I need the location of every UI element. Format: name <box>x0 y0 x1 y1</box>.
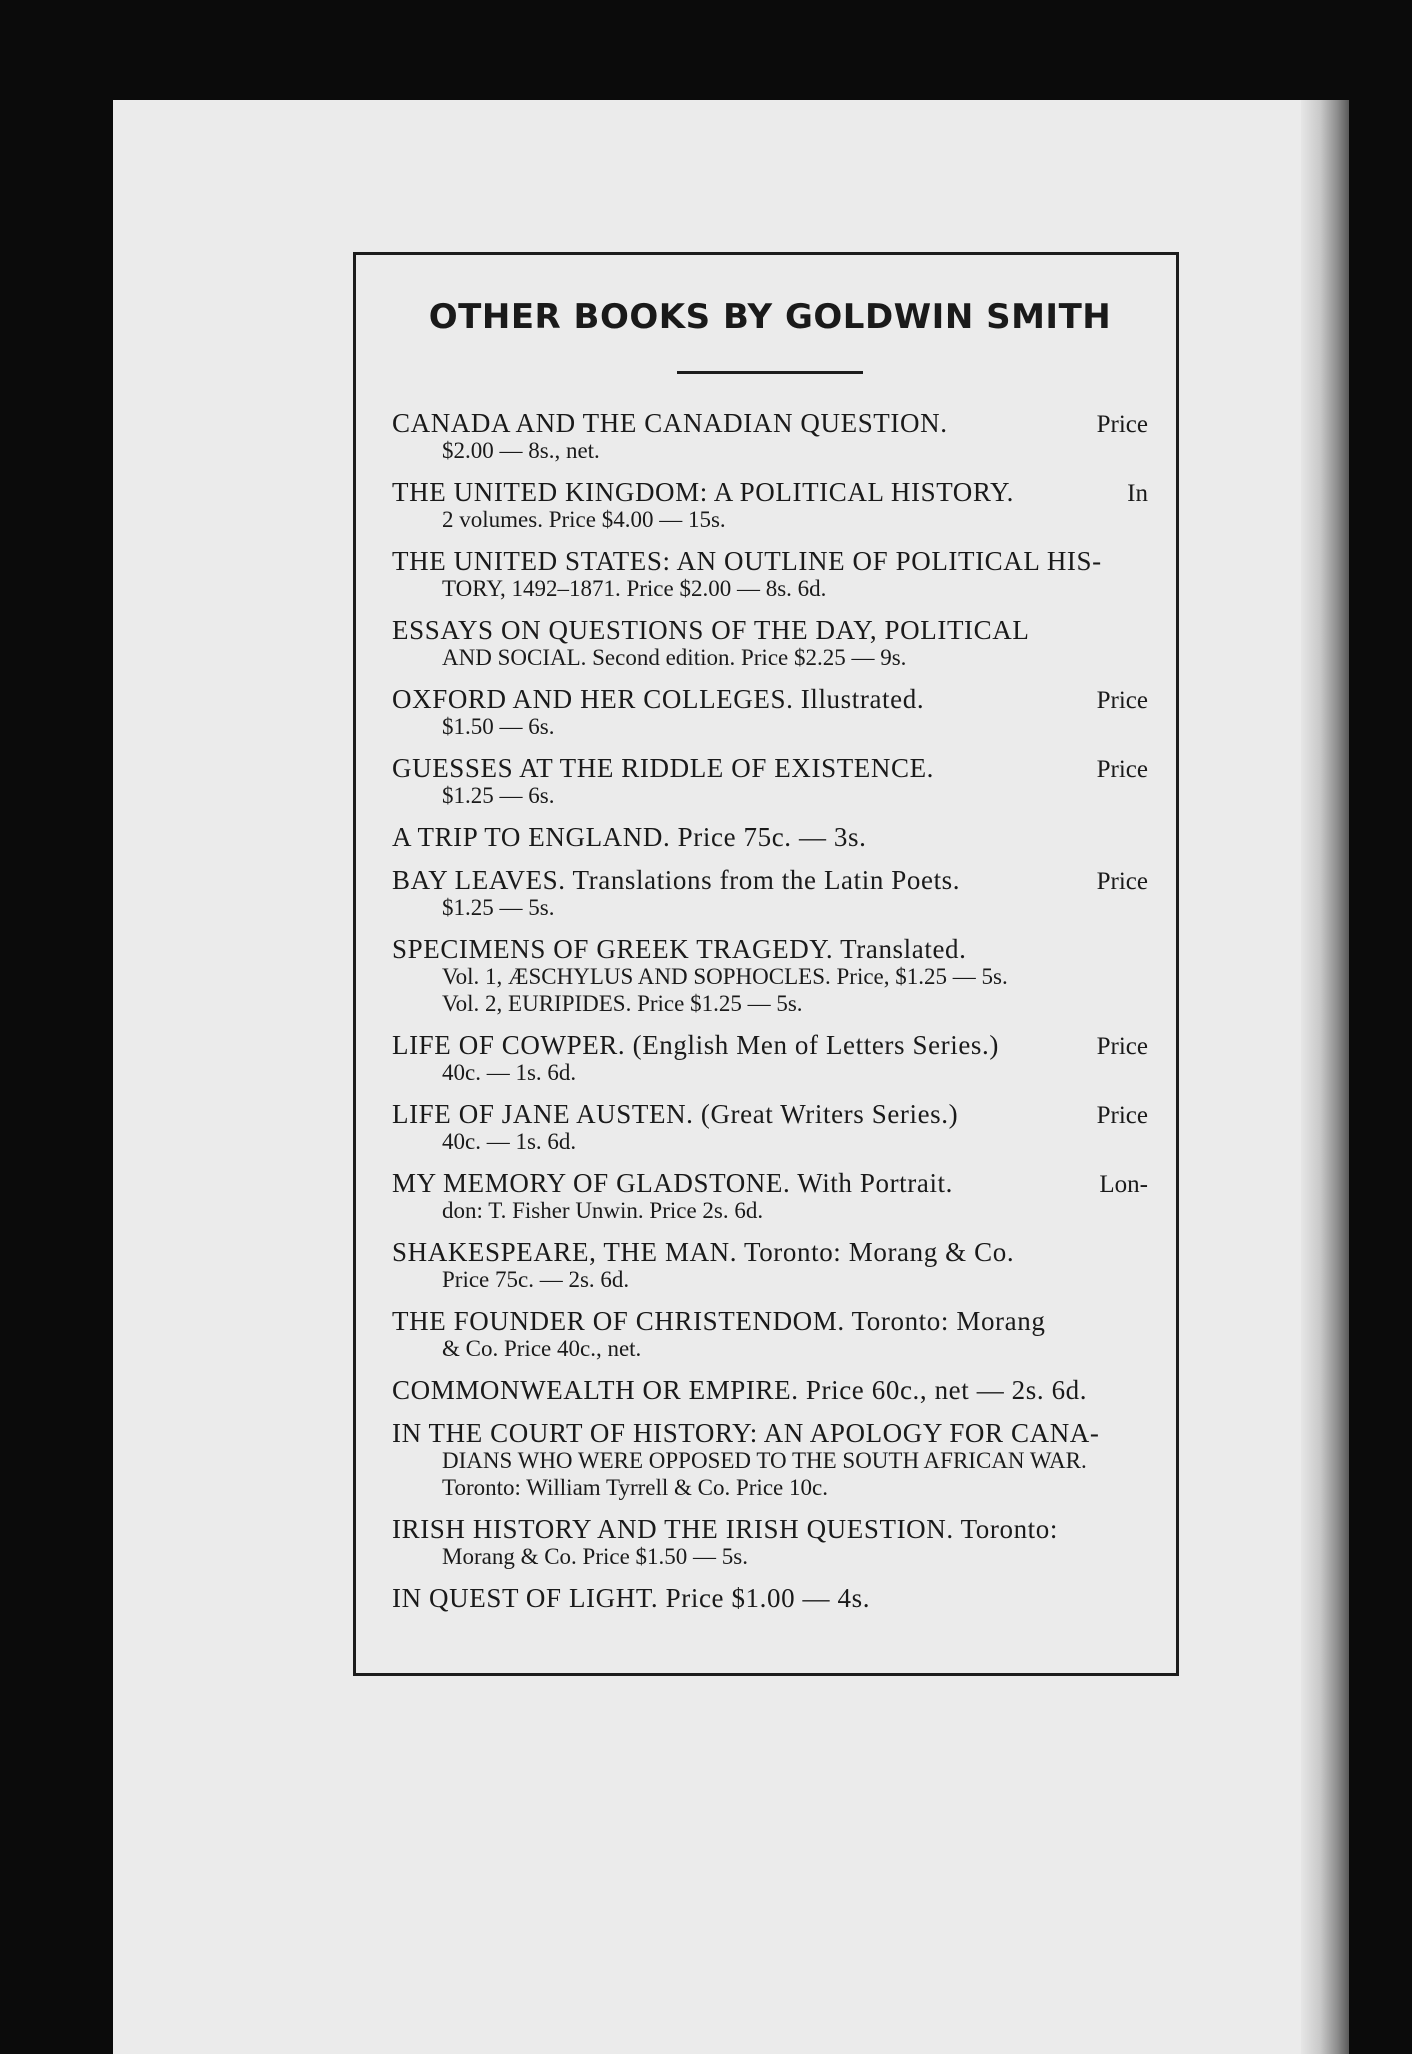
book-entry <box>392 1237 1148 1293</box>
book-title: IN QUEST OF LIGHT. Price $1.00 — 4s. <box>392 1583 871 1613</box>
book-detail: Vol. 1, ÆSCHYLUS AND SOPHOCLES. Price, $1.25 — 5s. <box>442 964 1008 989</box>
book-detail: don: T. Fisher Unwin. Price 2s. 6d. <box>442 1198 764 1223</box>
book-title: LIFE OF JANE AUSTEN. (Great Writers Series.) <box>392 1099 959 1129</box>
book-title: IRISH HISTORY AND THE IRISH QUESTION. Toronto: <box>392 1514 1058 1544</box>
book-title: SHAKESPEARE, THE MAN. Toronto: Morang & Co. <box>392 1237 1015 1267</box>
book-title: CANADA AND THE CANADIAN QUESTION. <box>392 408 948 438</box>
book-page <box>113 100 1349 2054</box>
book-line-end: Price <box>1096 411 1148 438</box>
book-title: ESSAYS ON QUESTIONS OF THE DAY, POLITICAL <box>392 615 1030 645</box>
book-title: OXFORD AND HER COLLEGES. Illustrated. <box>392 684 925 714</box>
book-title: COMMONWEALTH OR EMPIRE. Price 60c., net — 2s. 6d. <box>392 1375 1088 1405</box>
book-title: MY MEMORY OF GLADSTONE. With Portrait. <box>392 1168 953 1198</box>
book-entry <box>392 408 1148 464</box>
book-title: IN THE COURT OF HISTORY: AN APOLOGY FOR CANA- <box>392 1418 1100 1448</box>
book-detail: 2 volumes. Price $4.00 — 15s. <box>442 507 726 532</box>
book-detail: Price 75c. — 2s. 6d. <box>442 1267 630 1292</box>
book-entry <box>392 934 1148 1017</box>
book-detail: $2.00 — 8s., net. <box>442 438 600 463</box>
book-entry <box>392 546 1148 602</box>
book-line-end: Price <box>1096 1033 1148 1060</box>
book-title: THE UNITED STATES: AN OUTLINE OF POLITICAL HIS- <box>392 546 1102 576</box>
book-title: A TRIP TO ENGLAND. Price 75c. — 3s. <box>392 822 867 852</box>
book-list <box>392 408 1148 1613</box>
book-entry <box>392 1583 1148 1613</box>
book-entry <box>392 822 1148 852</box>
book-detail: Vol. 2, EURIPIDES. Price $1.25 — 5s. <box>442 991 803 1016</box>
advertisement-box <box>353 252 1179 1676</box>
book-entry <box>392 1168 1148 1224</box>
book-entry <box>392 1375 1148 1405</box>
book-detail: Toronto: William Tyrrell & Co. Price 10c. <box>442 1475 828 1500</box>
book-detail: AND SOCIAL. Second edition. Price $2.25 — 9s. <box>442 645 907 670</box>
book-detail: $1.25 — 5s. <box>442 895 555 920</box>
book-entry <box>392 477 1148 533</box>
book-detail: TORY, 1492–1871. Price $2.00 — 8s. 6d. <box>442 576 827 601</box>
book-detail: DIANS WHO WERE OPPOSED TO THE SOUTH AFRICAN WAR. <box>442 1448 1087 1473</box>
book-entry <box>392 684 1148 740</box>
book-detail: 40c. — 1s. 6d. <box>442 1129 577 1154</box>
book-entry <box>392 1030 1148 1086</box>
book-title: SPECIMENS OF GREEK TRAGEDY. Translated. <box>392 934 967 964</box>
page-spine-shadow <box>1301 100 1349 2054</box>
heading-rule <box>677 371 863 374</box>
book-title: BAY LEAVES. Translations from the Latin Poets. <box>392 865 961 895</box>
book-entry <box>392 1514 1148 1570</box>
book-title: GUESSES AT THE RIDDLE OF EXISTENCE. <box>392 753 935 783</box>
book-entry <box>392 615 1148 671</box>
book-detail: $1.25 — 6s. <box>442 783 555 808</box>
book-line-end: Price <box>1096 756 1148 783</box>
book-detail: & Co. Price 40c., net. <box>442 1336 642 1361</box>
book-entry <box>392 753 1148 809</box>
book-detail: $1.50 — 6s. <box>442 714 555 739</box>
book-line-end: Price <box>1096 1102 1148 1129</box>
book-detail: 40c. — 1s. 6d. <box>442 1060 577 1085</box>
book-line-end: In <box>1127 480 1148 507</box>
book-title: THE FOUNDER OF CHRISTENDOM. Toronto: Morang <box>392 1306 1046 1336</box>
book-title: THE UNITED KINGDOM: A POLITICAL HISTORY. <box>392 477 1014 507</box>
page-heading: OTHER BOOKS BY GOLDWIN SMITH <box>428 297 1112 337</box>
book-entry <box>392 865 1148 921</box>
book-title: LIFE OF COWPER. (English Men of Letters Series.) <box>392 1030 999 1060</box>
book-entry <box>392 1306 1148 1362</box>
book-line-end: Lon- <box>1099 1171 1148 1198</box>
book-detail: Morang & Co. Price $1.50 — 5s. <box>442 1544 749 1569</box>
book-entry <box>392 1418 1148 1501</box>
book-line-end: Price <box>1096 687 1148 714</box>
book-line-end: Price <box>1096 868 1148 895</box>
book-entry <box>392 1099 1148 1155</box>
